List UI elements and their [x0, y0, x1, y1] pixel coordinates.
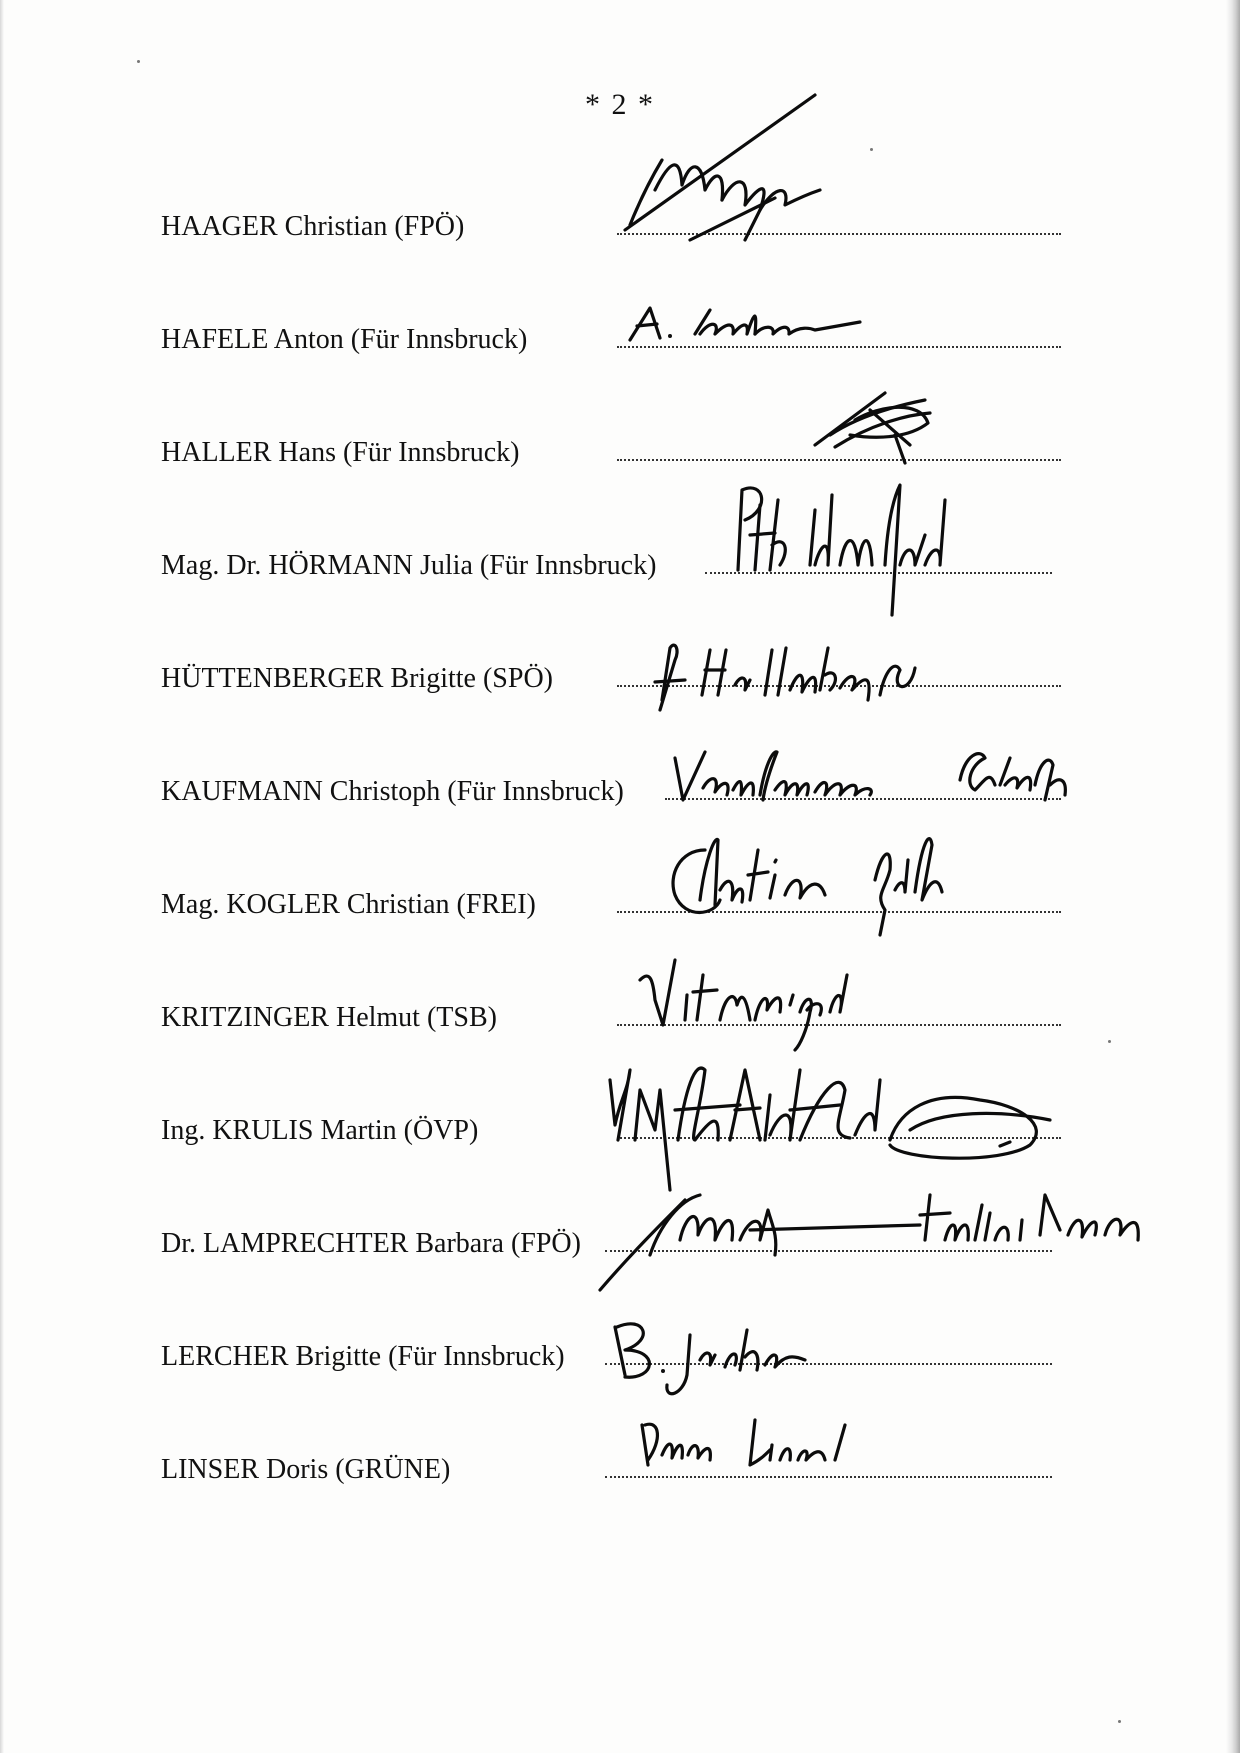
signature-kaufmann [665, 740, 1075, 810]
signature-hafele [615, 300, 865, 350]
member-name: Dr. LAMPRECHTER Barbara (FPÖ) [161, 1228, 581, 1259]
member-name: KRITZINGER Helmut (TSB) [161, 1002, 497, 1033]
signature-huettenberger [640, 640, 930, 715]
signature-row [0, 635, 1240, 695]
scan-speck [1108, 1040, 1111, 1043]
member-name: Ing. KRULIS Martin (ÖVP) [161, 1115, 479, 1146]
signature-haller [810, 385, 940, 465]
signature-lercher [605, 1315, 825, 1405]
signature-hoermann [720, 475, 960, 625]
signature-row [0, 522, 1240, 582]
signature-krulis [600, 1050, 1120, 1200]
scan-speck [870, 148, 873, 151]
signature-row [0, 861, 1240, 921]
member-name: HAFELE Anton (Für Innsbruck) [161, 324, 528, 355]
member-name: LERCHER Brigitte (Für Innsbruck) [161, 1341, 565, 1372]
member-name: LINSER Doris (GRÜNE) [161, 1454, 451, 1485]
scan-speck [1118, 1720, 1121, 1723]
member-name: KAUFMANN Christoph (Für Innsbruck) [161, 776, 624, 807]
signature-lamprechter [590, 1185, 1160, 1305]
member-name: Mag. Dr. HÖRMANN Julia (Für Innsbruck) [161, 550, 657, 581]
member-name: HALLER Hans (Für Innsbruck) [161, 437, 520, 468]
member-name: Mag. KOGLER Christian (FREI) [161, 889, 536, 920]
signature-linser [630, 1410, 880, 1480]
signature-row [0, 1426, 1240, 1486]
signature-kogler [660, 820, 960, 940]
signature-row [0, 409, 1240, 469]
member-name: HAAGER Christian (FPÖ) [161, 211, 465, 242]
signature-kritzinger [625, 950, 945, 1060]
signature-row [0, 974, 1240, 1034]
page-number: * 2 * [585, 88, 655, 121]
scan-speck [137, 60, 140, 63]
signature-haager [610, 90, 840, 270]
member-name: HÜTTENBERGER Brigitte (SPÖ) [161, 663, 553, 694]
